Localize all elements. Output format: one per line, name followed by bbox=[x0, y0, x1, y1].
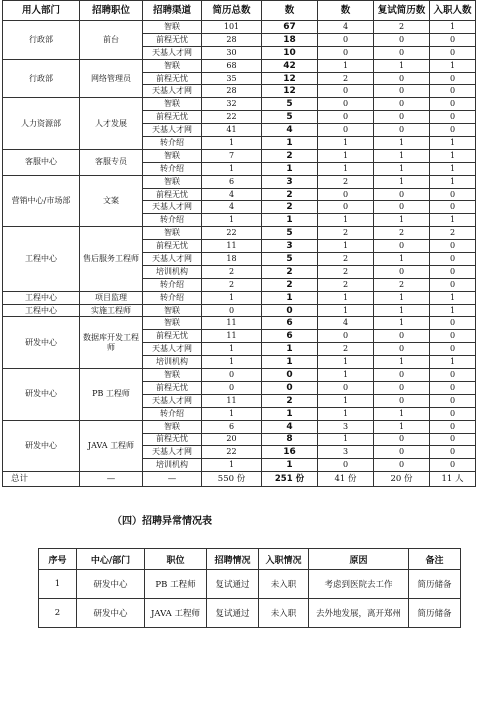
table-row bbox=[3, 149, 476, 162]
resume-count-cell: 30 bbox=[202, 46, 262, 59]
cell: 未入职 bbox=[259, 570, 309, 599]
total-dash: — bbox=[80, 472, 143, 487]
position-cell: JAVA 工程师 bbox=[80, 420, 143, 472]
hired-count-cell: 0 bbox=[430, 394, 476, 407]
second-round-cell: 1 bbox=[374, 356, 430, 369]
resume-count-cell: 18 bbox=[202, 253, 262, 266]
table-row bbox=[39, 570, 461, 599]
second-round-cell: 2 bbox=[374, 227, 430, 240]
screened-count-cell: 18 bbox=[262, 33, 318, 46]
channel-cell: 前程无忧 bbox=[143, 33, 202, 46]
position-cell: 网络管理员 bbox=[80, 59, 143, 98]
cell: 去外地发展，离开郑州 bbox=[309, 599, 409, 628]
interview-count-cell: 2 bbox=[318, 227, 374, 240]
abnormal-header-row bbox=[39, 549, 461, 570]
channel-cell: 转介绍 bbox=[143, 214, 202, 227]
hired-count-cell: 2 bbox=[430, 227, 476, 240]
interview-count-cell: 2 bbox=[318, 253, 374, 266]
channel-cell: 天基人才网 bbox=[143, 394, 202, 407]
resume-count-cell: 1 bbox=[202, 343, 262, 356]
resume-count-cell: 2 bbox=[202, 278, 262, 291]
interview-count-cell: 0 bbox=[318, 459, 374, 472]
resume-count-cell: 41 bbox=[202, 124, 262, 137]
interview-count-cell: 4 bbox=[318, 317, 374, 330]
position-cell: 前台 bbox=[80, 21, 143, 60]
interview-count-cell: 2 bbox=[318, 175, 374, 188]
second-round-cell: 0 bbox=[374, 343, 430, 356]
hired-count-cell: 1 bbox=[430, 304, 476, 317]
hired-count-cell: 0 bbox=[430, 240, 476, 253]
hired-count-cell: 0 bbox=[430, 343, 476, 356]
channel-cell: 前程无忧 bbox=[143, 433, 202, 446]
resume-count-cell: 1 bbox=[202, 291, 262, 304]
hired-count-cell: 0 bbox=[430, 420, 476, 433]
table-row bbox=[3, 291, 476, 304]
hired-count-cell: 0 bbox=[430, 85, 476, 98]
department-cell: 行政部 bbox=[3, 21, 80, 60]
hired-count-cell: 1 bbox=[430, 162, 476, 175]
section-title: （四）招聘异常情况表 bbox=[112, 516, 212, 527]
channel-cell: 智联 bbox=[143, 175, 202, 188]
second-round-cell: 0 bbox=[374, 446, 430, 459]
interview-count-cell: 3 bbox=[318, 420, 374, 433]
second-round-cell: 0 bbox=[374, 330, 430, 343]
resume-count-cell: 20 bbox=[202, 433, 262, 446]
hired-count-cell: 0 bbox=[430, 381, 476, 394]
hired-count-cell: 0 bbox=[430, 407, 476, 420]
interview-count-cell: 1 bbox=[318, 394, 374, 407]
screened-count-cell: 1 bbox=[262, 162, 318, 175]
screened-count-cell: 12 bbox=[262, 85, 318, 98]
recruitment-summary-table bbox=[2, 0, 476, 487]
interview-count-cell: 0 bbox=[318, 33, 374, 46]
header-cell: 招聘职位 bbox=[80, 1, 143, 21]
interview-count-cell: 1 bbox=[318, 291, 374, 304]
channel-cell: 天基人才网 bbox=[143, 201, 202, 214]
channel-cell: 转介绍 bbox=[143, 137, 202, 150]
table-row bbox=[3, 369, 476, 382]
hired-count-cell: 0 bbox=[430, 265, 476, 278]
header-cell: 复试简历数 bbox=[374, 1, 430, 21]
cell: 未入职 bbox=[259, 599, 309, 628]
hired-count-cell: 1 bbox=[430, 59, 476, 72]
second-round-cell: 0 bbox=[374, 72, 430, 85]
resume-count-cell: 1 bbox=[202, 356, 262, 369]
channel-cell: 培训机构 bbox=[143, 265, 202, 278]
hired-count-cell: 0 bbox=[430, 188, 476, 201]
total-second-round: 20 份 bbox=[374, 472, 430, 487]
interview-count-cell: 1 bbox=[318, 240, 374, 253]
header-cell: 中心/部门 bbox=[77, 549, 145, 570]
screened-count-cell: 4 bbox=[262, 124, 318, 137]
department-cell: 研发中心 bbox=[3, 420, 80, 472]
screened-count-cell: 1 bbox=[262, 343, 318, 356]
department-cell: 人力资源部 bbox=[3, 98, 80, 150]
screened-count-cell: 16 bbox=[262, 446, 318, 459]
hired-count-cell: 0 bbox=[430, 317, 476, 330]
interview-count-cell: 2 bbox=[318, 278, 374, 291]
hired-count-cell: 0 bbox=[430, 72, 476, 85]
second-round-cell: 1 bbox=[374, 137, 430, 150]
screened-count-cell: 0 bbox=[262, 381, 318, 394]
hired-count-cell: 1 bbox=[430, 175, 476, 188]
resume-count-cell: 68 bbox=[202, 59, 262, 72]
second-round-cell: 0 bbox=[374, 459, 430, 472]
interview-count-cell: 0 bbox=[318, 98, 374, 111]
screened-count-cell: 0 bbox=[262, 369, 318, 382]
channel-cell: 智联 bbox=[143, 304, 202, 317]
resume-count-cell: 1 bbox=[202, 214, 262, 227]
channel-cell: 前程无忧 bbox=[143, 381, 202, 394]
cell: 简历储备 bbox=[409, 570, 461, 599]
screened-count-cell: 2 bbox=[262, 278, 318, 291]
second-round-cell: 0 bbox=[374, 381, 430, 394]
resume-count-cell: 0 bbox=[202, 381, 262, 394]
header-cell: 职位 bbox=[145, 549, 207, 570]
screened-count-cell: 2 bbox=[262, 394, 318, 407]
screened-count-cell: 1 bbox=[262, 356, 318, 369]
total-row bbox=[3, 472, 476, 487]
header-cell: 备注 bbox=[409, 549, 461, 570]
cell: 2 bbox=[39, 599, 77, 628]
resume-count-cell: 11 bbox=[202, 317, 262, 330]
interview-count-cell: 0 bbox=[318, 111, 374, 124]
channel-cell: 前程无忧 bbox=[143, 240, 202, 253]
total-dash: — bbox=[143, 472, 202, 487]
resume-count-cell: 11 bbox=[202, 240, 262, 253]
hired-count-cell: 0 bbox=[430, 446, 476, 459]
second-round-cell: 1 bbox=[374, 420, 430, 433]
screened-count-cell: 8 bbox=[262, 433, 318, 446]
hired-count-cell: 1 bbox=[430, 356, 476, 369]
screened-count-cell: 1 bbox=[262, 459, 318, 472]
second-round-cell: 0 bbox=[374, 394, 430, 407]
interview-count-cell: 0 bbox=[318, 46, 374, 59]
resume-count-cell: 6 bbox=[202, 420, 262, 433]
screened-count-cell: 1 bbox=[262, 407, 318, 420]
header-cell: 数 bbox=[262, 1, 318, 21]
channel-cell: 前程无忧 bbox=[143, 72, 202, 85]
channel-cell: 前程无忧 bbox=[143, 330, 202, 343]
channel-cell: 智联 bbox=[143, 317, 202, 330]
resume-count-cell: 35 bbox=[202, 72, 262, 85]
resume-count-cell: 22 bbox=[202, 111, 262, 124]
header-cell: 入职情况 bbox=[259, 549, 309, 570]
interview-count-cell: 1 bbox=[318, 149, 374, 162]
screened-count-cell: 5 bbox=[262, 227, 318, 240]
position-cell: PB 工程师 bbox=[80, 369, 143, 421]
second-round-cell: 0 bbox=[374, 111, 430, 124]
table-row bbox=[3, 304, 476, 317]
screened-count-cell: 2 bbox=[262, 149, 318, 162]
cell: 研发中心 bbox=[77, 570, 145, 599]
resume-count-cell: 1 bbox=[202, 407, 262, 420]
hired-count-cell: 0 bbox=[430, 111, 476, 124]
second-round-cell: 0 bbox=[374, 98, 430, 111]
interview-count-cell: 0 bbox=[318, 188, 374, 201]
resume-count-cell: 2 bbox=[202, 265, 262, 278]
department-cell: 营销中心/市场部 bbox=[3, 175, 80, 227]
department-cell: 研发中心 bbox=[3, 369, 80, 421]
position-cell: 人才发展 bbox=[80, 98, 143, 150]
resume-count-cell: 11 bbox=[202, 330, 262, 343]
interview-count-cell: 0 bbox=[318, 201, 374, 214]
hired-count-cell: 0 bbox=[430, 433, 476, 446]
hired-count-cell: 1 bbox=[430, 21, 476, 34]
resume-count-cell: 22 bbox=[202, 446, 262, 459]
channel-cell: 智联 bbox=[143, 369, 202, 382]
second-round-cell: 0 bbox=[374, 46, 430, 59]
position-cell: 数据库开发工程师 bbox=[80, 317, 143, 369]
hired-count-cell: 1 bbox=[430, 214, 476, 227]
channel-cell: 天基人才网 bbox=[143, 46, 202, 59]
channel-cell: 智联 bbox=[143, 420, 202, 433]
table-row bbox=[3, 59, 476, 72]
channel-cell: 天基人才网 bbox=[143, 446, 202, 459]
table-row bbox=[3, 317, 476, 330]
hired-count-cell: 0 bbox=[430, 278, 476, 291]
channel-cell: 培训机构 bbox=[143, 459, 202, 472]
header-cell: 入职人数 bbox=[430, 1, 476, 21]
interview-count-cell: 0 bbox=[318, 85, 374, 98]
department-cell: 行政部 bbox=[3, 59, 80, 98]
hired-count-cell: 0 bbox=[430, 330, 476, 343]
resume-count-cell: 4 bbox=[202, 188, 262, 201]
total-label: 总计 bbox=[3, 472, 80, 487]
screened-count-cell: 1 bbox=[262, 214, 318, 227]
second-round-cell: 0 bbox=[374, 265, 430, 278]
table-row bbox=[3, 227, 476, 240]
interview-count-cell: 0 bbox=[318, 124, 374, 137]
hired-count-cell: 1 bbox=[430, 149, 476, 162]
interview-count-cell: 1 bbox=[318, 137, 374, 150]
screened-count-cell: 2 bbox=[262, 201, 318, 214]
second-round-cell: 1 bbox=[374, 162, 430, 175]
interview-count-cell: 1 bbox=[318, 356, 374, 369]
second-round-cell: 2 bbox=[374, 21, 430, 34]
second-round-cell: 1 bbox=[374, 304, 430, 317]
second-round-cell: 2 bbox=[374, 278, 430, 291]
interview-count-cell: 1 bbox=[318, 162, 374, 175]
channel-cell: 转介绍 bbox=[143, 278, 202, 291]
second-round-cell: 1 bbox=[374, 407, 430, 420]
screened-count-cell: 1 bbox=[262, 291, 318, 304]
table-row bbox=[3, 21, 476, 34]
screened-count-cell: 4 bbox=[262, 420, 318, 433]
screened-count-cell: 5 bbox=[262, 111, 318, 124]
channel-cell: 天基人才网 bbox=[143, 343, 202, 356]
second-round-cell: 1 bbox=[374, 214, 430, 227]
screened-count-cell: 5 bbox=[262, 98, 318, 111]
second-round-cell: 0 bbox=[374, 85, 430, 98]
position-cell: 实施工程师 bbox=[80, 304, 143, 317]
resume-count-cell: 32 bbox=[202, 98, 262, 111]
interview-count-cell: 2 bbox=[318, 343, 374, 356]
resume-count-cell: 6 bbox=[202, 175, 262, 188]
interview-count-cell: 1 bbox=[318, 433, 374, 446]
cell: 1 bbox=[39, 570, 77, 599]
second-round-cell: 0 bbox=[374, 188, 430, 201]
hired-count-cell: 0 bbox=[430, 46, 476, 59]
interview-count-cell: 0 bbox=[318, 381, 374, 394]
interview-count-cell: 3 bbox=[318, 446, 374, 459]
department-cell: 客服中心 bbox=[3, 149, 80, 175]
channel-cell: 智联 bbox=[143, 227, 202, 240]
table-row bbox=[3, 98, 476, 111]
hired-count-cell: 0 bbox=[430, 201, 476, 214]
screened-count-cell: 67 bbox=[262, 21, 318, 34]
cell: 复试通过 bbox=[207, 570, 259, 599]
second-round-cell: 1 bbox=[374, 175, 430, 188]
screened-count-cell: 6 bbox=[262, 317, 318, 330]
second-round-cell: 0 bbox=[374, 124, 430, 137]
header-cell: 简历总数 bbox=[202, 1, 262, 21]
screened-count-cell: 12 bbox=[262, 72, 318, 85]
channel-cell: 转介绍 bbox=[143, 291, 202, 304]
screened-count-cell: 5 bbox=[262, 253, 318, 266]
interview-count-cell: 2 bbox=[318, 265, 374, 278]
header-cell: 原因 bbox=[309, 549, 409, 570]
channel-cell: 天基人才网 bbox=[143, 124, 202, 137]
total-hired: 11 人 bbox=[430, 472, 476, 487]
cell: 简历储备 bbox=[409, 599, 461, 628]
second-round-cell: 0 bbox=[374, 201, 430, 214]
channel-cell: 前程无忧 bbox=[143, 188, 202, 201]
resume-count-cell: 1 bbox=[202, 162, 262, 175]
interview-count-cell: 1 bbox=[318, 59, 374, 72]
channel-cell: 转介绍 bbox=[143, 407, 202, 420]
second-round-cell: 1 bbox=[374, 317, 430, 330]
resume-count-cell: 0 bbox=[202, 304, 262, 317]
hired-count-cell: 0 bbox=[430, 33, 476, 46]
second-round-cell: 1 bbox=[374, 291, 430, 304]
second-round-cell: 1 bbox=[374, 149, 430, 162]
abnormal-recruitment-table bbox=[38, 548, 461, 628]
interview-count-cell: 1 bbox=[318, 214, 374, 227]
resume-count-cell: 7 bbox=[202, 149, 262, 162]
hired-count-cell: 0 bbox=[430, 124, 476, 137]
position-cell: 文案 bbox=[80, 175, 143, 227]
department-cell: 研发中心 bbox=[3, 317, 80, 369]
header-cell: 招聘渠道 bbox=[143, 1, 202, 21]
resume-count-cell: 28 bbox=[202, 85, 262, 98]
channel-cell: 智联 bbox=[143, 21, 202, 34]
header-cell: 招聘情况 bbox=[207, 549, 259, 570]
channel-cell: 智联 bbox=[143, 149, 202, 162]
channel-cell: 培训机构 bbox=[143, 356, 202, 369]
position-cell: 售后服务工程师 bbox=[80, 227, 143, 291]
hired-count-cell: 1 bbox=[430, 137, 476, 150]
cell: JAVA 工程师 bbox=[145, 599, 207, 628]
screened-count-cell: 10 bbox=[262, 46, 318, 59]
position-cell: 客服专员 bbox=[80, 149, 143, 175]
channel-cell: 智联 bbox=[143, 59, 202, 72]
cell: 复试通过 bbox=[207, 599, 259, 628]
resume-count-cell: 4 bbox=[202, 201, 262, 214]
resume-count-cell: 22 bbox=[202, 227, 262, 240]
department-cell: 工程中心 bbox=[3, 227, 80, 291]
second-round-cell: 1 bbox=[374, 253, 430, 266]
total-interviewed: 41 份 bbox=[318, 472, 374, 487]
interview-count-cell: 4 bbox=[318, 21, 374, 34]
header-row bbox=[3, 1, 476, 21]
screened-count-cell: 2 bbox=[262, 265, 318, 278]
hired-count-cell: 0 bbox=[430, 98, 476, 111]
resume-count-cell: 0 bbox=[202, 369, 262, 382]
hired-count-cell: 0 bbox=[430, 253, 476, 266]
total-resumes: 550 份 bbox=[202, 472, 262, 487]
interview-count-cell: 0 bbox=[318, 330, 374, 343]
channel-cell: 天基人才网 bbox=[143, 253, 202, 266]
header-cell: 用人部门 bbox=[3, 1, 80, 21]
table-row bbox=[3, 175, 476, 188]
total-screened: 251 份 bbox=[262, 472, 318, 487]
interview-count-cell: 1 bbox=[318, 304, 374, 317]
table-row bbox=[39, 599, 461, 628]
interview-count-cell: 1 bbox=[318, 369, 374, 382]
screened-count-cell: 0 bbox=[262, 304, 318, 317]
cell: 研发中心 bbox=[77, 599, 145, 628]
interview-count-cell: 1 bbox=[318, 407, 374, 420]
second-round-cell: 0 bbox=[374, 33, 430, 46]
resume-count-cell: 101 bbox=[202, 21, 262, 34]
channel-cell: 转介绍 bbox=[143, 162, 202, 175]
second-round-cell: 1 bbox=[374, 59, 430, 72]
screened-count-cell: 2 bbox=[262, 188, 318, 201]
second-round-cell: 0 bbox=[374, 433, 430, 446]
interview-count-cell: 2 bbox=[318, 72, 374, 85]
position-cell: 项目监理 bbox=[80, 291, 143, 304]
screened-count-cell: 6 bbox=[262, 330, 318, 343]
department-cell: 工程中心 bbox=[3, 291, 80, 304]
channel-cell: 智联 bbox=[143, 98, 202, 111]
table-row bbox=[3, 420, 476, 433]
screened-count-cell: 3 bbox=[262, 175, 318, 188]
hired-count-cell: 0 bbox=[430, 369, 476, 382]
resume-count-cell: 1 bbox=[202, 459, 262, 472]
channel-cell: 天基人才网 bbox=[143, 85, 202, 98]
department-cell: 工程中心 bbox=[3, 304, 80, 317]
resume-count-cell: 1 bbox=[202, 137, 262, 150]
cell: 考虑到医院去工作 bbox=[309, 570, 409, 599]
cell: PB 工程师 bbox=[145, 570, 207, 599]
screened-count-cell: 42 bbox=[262, 59, 318, 72]
resume-count-cell: 28 bbox=[202, 33, 262, 46]
second-round-cell: 0 bbox=[374, 369, 430, 382]
header-cell: 数 bbox=[318, 1, 374, 21]
header-cell: 序号 bbox=[39, 549, 77, 570]
channel-cell: 前程无忧 bbox=[143, 111, 202, 124]
second-round-cell: 0 bbox=[374, 240, 430, 253]
screened-count-cell: 3 bbox=[262, 240, 318, 253]
screened-count-cell: 1 bbox=[262, 137, 318, 150]
hired-count-cell: 1 bbox=[430, 291, 476, 304]
hired-count-cell: 0 bbox=[430, 459, 476, 472]
resume-count-cell: 11 bbox=[202, 394, 262, 407]
